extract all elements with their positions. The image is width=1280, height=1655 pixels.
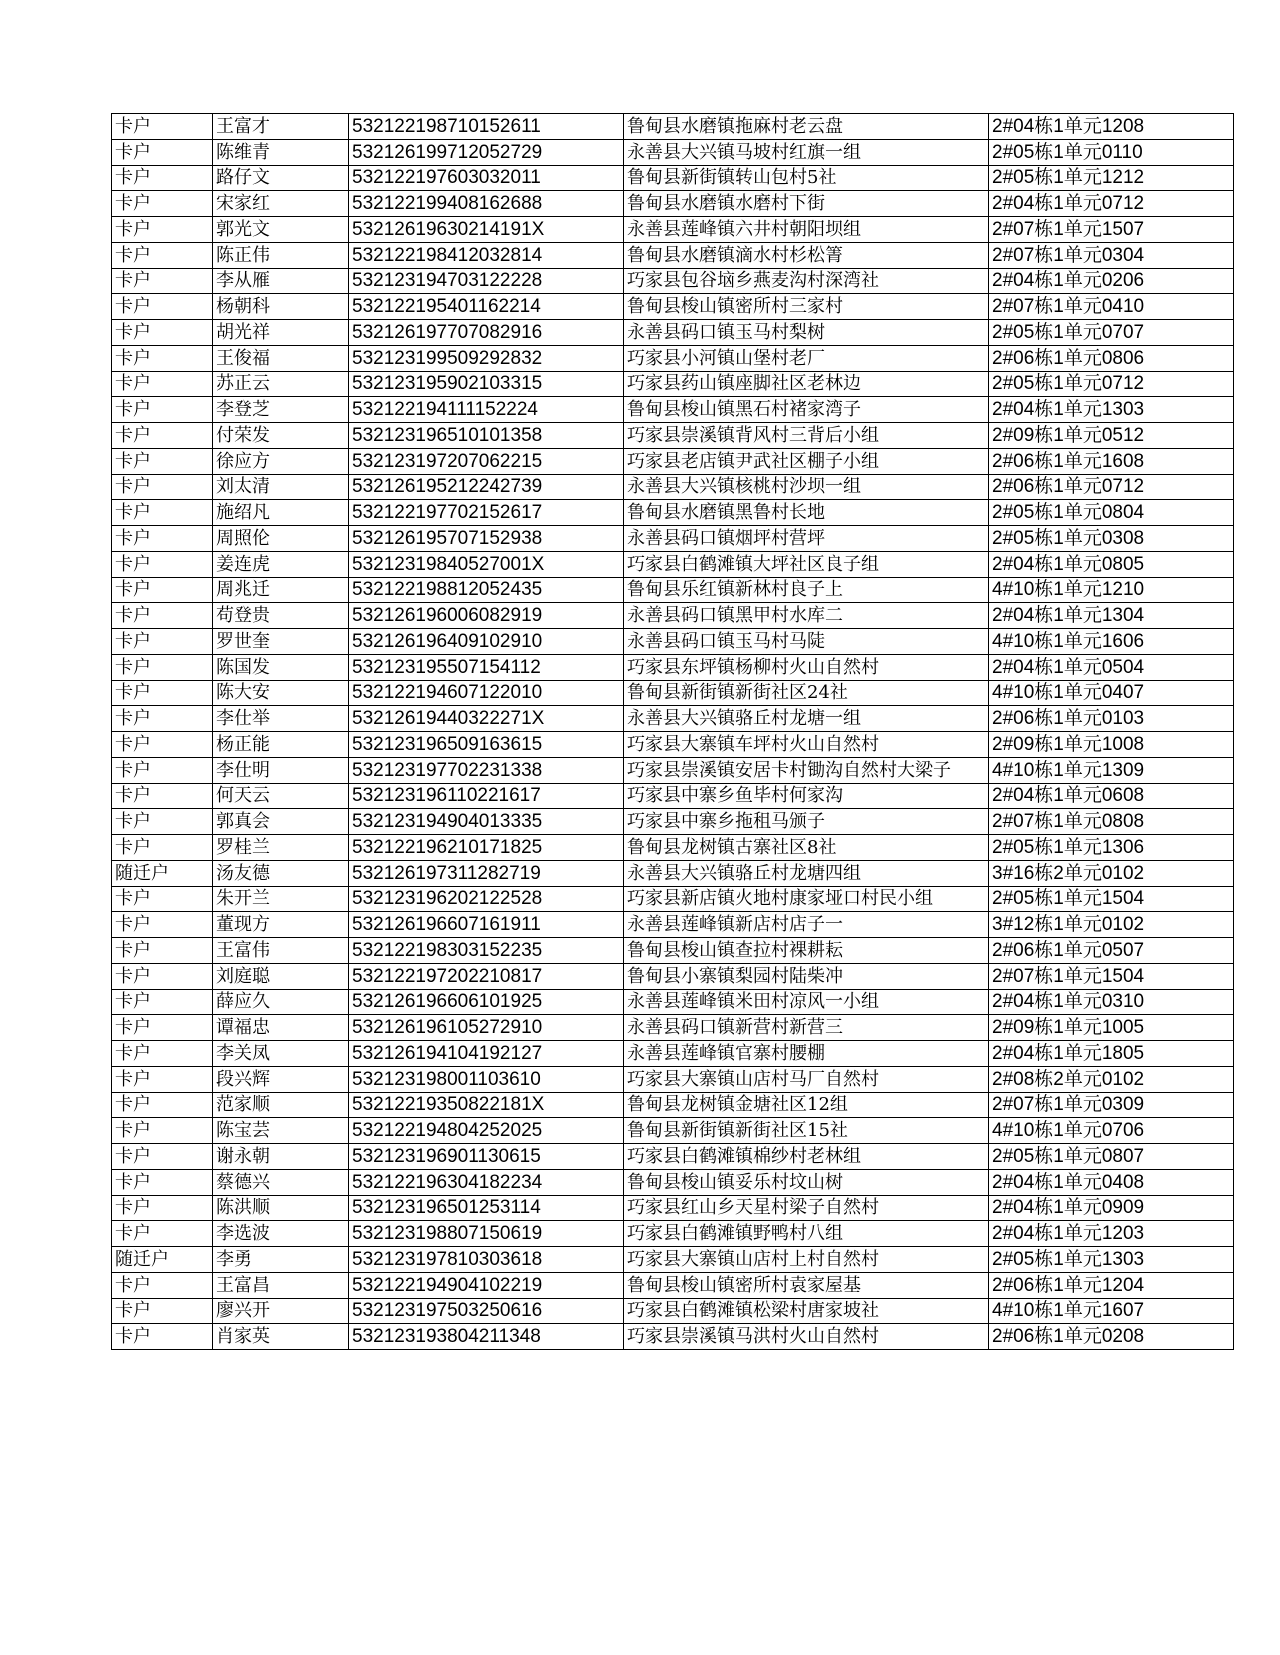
id-number-cell: 532126196006082919 [349,603,624,629]
table-row [112,1066,1234,1092]
id-number-cell: 532122196304182234 [349,1169,624,1195]
name-cell: 陈宝芸 [213,1118,349,1144]
room-cell: 2#04栋1单元0206 [989,268,1234,294]
table-row [112,629,1234,655]
origin-address-cell: 永善县码口镇黑甲村水库二 [624,603,989,629]
room-cell: 2#06栋1单元0712 [989,474,1234,500]
name-cell: 薛应久 [213,989,349,1015]
household-type-cell: 卡户 [112,603,213,629]
household-type-cell: 卡户 [112,1092,213,1118]
room-cell: 2#09栋1单元1005 [989,1015,1234,1041]
table-row [112,320,1234,346]
name-cell: 谢永朝 [213,1144,349,1170]
name-cell: 杨朝科 [213,294,349,320]
name-cell: 周兆迁 [213,577,349,603]
origin-address-cell: 巧家县白鹤滩镇松梁村唐家坡社 [624,1298,989,1324]
id-number-cell: 532123197810303618 [349,1247,624,1273]
origin-address-cell: 永善县大兴镇骆丘村龙塘四组 [624,860,989,886]
household-type-cell: 卡户 [112,500,213,526]
household-type-cell: 卡户 [112,706,213,732]
origin-address-cell: 鲁甸县梭山镇密所村袁家屋基 [624,1272,989,1298]
id-number-cell: 532122198812052435 [349,577,624,603]
room-cell: 2#07栋1单元0808 [989,809,1234,835]
name-cell: 李仕明 [213,757,349,783]
room-cell: 3#12栋1单元0102 [989,912,1234,938]
table-row [112,423,1234,449]
id-number-cell: 532122198710152611 [349,114,624,140]
room-cell: 2#05栋1单元1306 [989,835,1234,861]
origin-address-cell: 巧家县崇溪镇背风村三背后小组 [624,423,989,449]
origin-address-cell: 巧家县崇溪镇马洪村火山自然村 [624,1324,989,1350]
room-cell: 2#04栋1单元0608 [989,783,1234,809]
household-type-cell: 卡户 [112,114,213,140]
origin-address-cell: 永善县码口镇新营村新营三 [624,1015,989,1041]
origin-address-cell: 永善县莲峰镇米田村凉风一小组 [624,989,989,1015]
table-row [112,500,1234,526]
table-row [112,139,1234,165]
room-cell: 2#05栋1单元0110 [989,139,1234,165]
table-row [112,835,1234,861]
origin-address-cell: 永善县大兴镇马坡村红旗一组 [624,139,989,165]
id-number-cell: 532123196501253114 [349,1195,624,1221]
table-row [112,474,1234,500]
table-row [112,551,1234,577]
table-row [112,371,1234,397]
room-cell: 2#06栋1单元0103 [989,706,1234,732]
resident-table [111,113,1234,1350]
id-number-cell: 532126196606101925 [349,989,624,1015]
id-number-cell: 532123196202122528 [349,886,624,912]
origin-address-cell: 永善县码口镇玉马村梨树 [624,320,989,346]
household-type-cell: 卡户 [112,139,213,165]
id-number-cell: 532122198412032814 [349,242,624,268]
name-cell: 胡光祥 [213,320,349,346]
id-number-cell: 532123195902103315 [349,371,624,397]
household-type-cell: 卡户 [112,526,213,552]
id-number-cell: 532123197207062215 [349,448,624,474]
id-number-cell: 532123194904013335 [349,809,624,835]
room-cell: 2#05栋1单元0707 [989,320,1234,346]
table-row [112,603,1234,629]
table-row [112,1169,1234,1195]
table-row [112,448,1234,474]
origin-address-cell: 永善县莲峰镇新店村店子一 [624,912,989,938]
room-cell: 2#04栋1单元1208 [989,114,1234,140]
name-cell: 陈洪顺 [213,1195,349,1221]
room-cell: 2#04栋1单元0805 [989,551,1234,577]
household-type-cell: 卡户 [112,912,213,938]
name-cell: 李选波 [213,1221,349,1247]
household-type-cell: 卡户 [112,165,213,191]
origin-address-cell: 巧家县白鹤滩镇棉纱村老林组 [624,1144,989,1170]
id-number-cell: 532123197702231338 [349,757,624,783]
origin-address-cell: 永善县莲峰镇官寨村腰棚 [624,1041,989,1067]
origin-address-cell: 鲁甸县水磨镇黑鲁村长地 [624,500,989,526]
name-cell: 施绍凡 [213,500,349,526]
origin-address-cell: 巧家县东坪镇杨柳村火山自然村 [624,654,989,680]
household-type-cell: 卡户 [112,989,213,1015]
table-row [112,1144,1234,1170]
id-number-cell: 53212319840527001X [349,551,624,577]
origin-address-cell: 永善县大兴镇核桃村沙坝一组 [624,474,989,500]
room-cell: 2#05栋1单元0308 [989,526,1234,552]
household-type-cell: 卡户 [112,886,213,912]
name-cell: 李登芝 [213,397,349,423]
table-row [112,938,1234,964]
household-type-cell: 卡户 [112,191,213,217]
room-cell: 2#07栋1单元0309 [989,1092,1234,1118]
household-type-cell: 卡户 [112,1144,213,1170]
household-type-cell: 卡户 [112,654,213,680]
name-cell: 陈大安 [213,680,349,706]
household-type-cell: 卡户 [112,1118,213,1144]
room-cell: 2#04栋1单元1304 [989,603,1234,629]
name-cell: 蔡德兴 [213,1169,349,1195]
origin-address-cell: 鲁甸县乐红镇新林村良子上 [624,577,989,603]
name-cell: 徐应方 [213,448,349,474]
id-number-cell: 532126196105272910 [349,1015,624,1041]
household-type-cell: 卡户 [112,938,213,964]
household-type-cell: 卡户 [112,809,213,835]
room-cell: 2#06栋1单元0806 [989,345,1234,371]
table-row [112,680,1234,706]
id-number-cell: 532123193804211348 [349,1324,624,1350]
id-number-cell: 532123196510101358 [349,423,624,449]
name-cell: 杨正能 [213,732,349,758]
household-type-cell: 卡户 [112,577,213,603]
room-cell: 2#04栋1单元0712 [989,191,1234,217]
name-cell: 廖兴开 [213,1298,349,1324]
table-row [112,191,1234,217]
name-cell: 付荣发 [213,423,349,449]
room-cell: 2#04栋1单元0408 [989,1169,1234,1195]
household-type-cell: 卡户 [112,371,213,397]
table-row [112,963,1234,989]
room-cell: 2#07栋1单元1507 [989,217,1234,243]
table-row [112,1272,1234,1298]
origin-address-cell: 鲁甸县梭山镇查拉村裸耕耘 [624,938,989,964]
room-cell: 2#06栋1单元1204 [989,1272,1234,1298]
origin-address-cell: 巧家县红山乡天星村梁子自然村 [624,1195,989,1221]
name-cell: 宋家红 [213,191,349,217]
table-row [112,1092,1234,1118]
household-type-cell: 卡户 [112,732,213,758]
room-cell: 2#04栋1单元1805 [989,1041,1234,1067]
table-row [112,1221,1234,1247]
name-cell: 董现方 [213,912,349,938]
table-row [112,577,1234,603]
household-type-cell: 卡户 [112,423,213,449]
id-number-cell: 532126195707152938 [349,526,624,552]
household-type-cell: 卡户 [112,268,213,294]
room-cell: 2#07栋1单元0304 [989,242,1234,268]
id-number-cell: 532126197311282719 [349,860,624,886]
household-type-cell: 卡户 [112,294,213,320]
origin-address-cell: 鲁甸县龙树镇古寨社区8社 [624,835,989,861]
id-number-cell: 53212619630214191X [349,217,624,243]
room-cell: 4#10栋1单元1210 [989,577,1234,603]
room-cell: 4#10栋1单元0706 [989,1118,1234,1144]
room-cell: 2#05栋1单元1212 [989,165,1234,191]
table-row [112,1195,1234,1221]
table-row [112,886,1234,912]
id-number-cell: 532123198001103610 [349,1066,624,1092]
name-cell: 苏正云 [213,371,349,397]
household-type-cell: 卡户 [112,1169,213,1195]
origin-address-cell: 鲁甸县梭山镇密所村三家村 [624,294,989,320]
household-type-cell: 卡户 [112,397,213,423]
origin-address-cell: 巧家县大寨镇车坪村火山自然村 [624,732,989,758]
name-cell: 陈国发 [213,654,349,680]
id-number-cell: 532123197503250616 [349,1298,624,1324]
room-cell: 2#04栋1单元0504 [989,654,1234,680]
id-number-cell: 532122195401162214 [349,294,624,320]
id-number-cell: 532122197702152617 [349,500,624,526]
name-cell: 路仔文 [213,165,349,191]
name-cell: 李仕举 [213,706,349,732]
origin-address-cell: 巧家县药山镇座脚社区老林边 [624,371,989,397]
household-type-cell: 卡户 [112,551,213,577]
table-row [112,809,1234,835]
name-cell: 肖家英 [213,1324,349,1350]
origin-address-cell: 鲁甸县梭山镇黑石村褚家湾子 [624,397,989,423]
id-number-cell: 532126197707082916 [349,320,624,346]
table-body [112,114,1234,1350]
id-number-cell: 532122194607122010 [349,680,624,706]
household-type-cell: 卡户 [112,629,213,655]
name-cell: 王富昌 [213,1272,349,1298]
household-type-cell: 卡户 [112,1298,213,1324]
table-row [112,165,1234,191]
id-number-cell: 532126196607161911 [349,912,624,938]
origin-address-cell: 鲁甸县新街镇新街社区24社 [624,680,989,706]
room-cell: 2#07栋1单元0410 [989,294,1234,320]
table-row [112,242,1234,268]
id-number-cell: 532122197202210817 [349,963,624,989]
table-row [112,989,1234,1015]
id-number-cell: 532123196110221617 [349,783,624,809]
id-number-cell: 53212619440322271X [349,706,624,732]
table-row [112,294,1234,320]
household-type-cell: 卡户 [112,963,213,989]
table-row [112,706,1234,732]
table-row [112,526,1234,552]
room-cell: 2#04栋1单元0909 [989,1195,1234,1221]
room-cell: 2#05栋1单元0804 [989,500,1234,526]
table-row [112,217,1234,243]
id-number-cell: 532122194111152224 [349,397,624,423]
table-row [112,860,1234,886]
room-cell: 4#10栋1单元1309 [989,757,1234,783]
room-cell: 3#16栋2单元0102 [989,860,1234,886]
room-cell: 2#05栋1单元0807 [989,1144,1234,1170]
name-cell: 苟登贵 [213,603,349,629]
household-type-cell: 卡户 [112,835,213,861]
household-type-cell: 卡户 [112,217,213,243]
household-type-cell: 卡户 [112,1221,213,1247]
name-cell: 李从雁 [213,268,349,294]
table-row [112,268,1234,294]
origin-address-cell: 鲁甸县水磨镇水磨村下街 [624,191,989,217]
household-type-cell: 卡户 [112,448,213,474]
table-row [112,732,1234,758]
name-cell: 郭真会 [213,809,349,835]
origin-address-cell: 巧家县崇溪镇安居卡村锄沟自然村大梁子 [624,757,989,783]
household-type-cell: 卡户 [112,680,213,706]
table-row [112,757,1234,783]
room-cell: 2#07栋1单元1504 [989,963,1234,989]
room-cell: 2#04栋1单元0310 [989,989,1234,1015]
household-type-cell: 卡户 [112,783,213,809]
id-number-cell: 532122197603032011 [349,165,624,191]
room-cell: 4#10栋1单元1607 [989,1298,1234,1324]
origin-address-cell: 鲁甸县梭山镇妥乐村坟山树 [624,1169,989,1195]
origin-address-cell: 巧家县中寨乡拖租马颁子 [624,809,989,835]
origin-address-cell: 永善县码口镇烟坪村营坪 [624,526,989,552]
origin-address-cell: 鲁甸县小寨镇梨园村陆柴冲 [624,963,989,989]
origin-address-cell: 巧家县小河镇山堡村老厂 [624,345,989,371]
id-number-cell: 532126199712052729 [349,139,624,165]
table-row [112,654,1234,680]
table-row [112,114,1234,140]
household-type-cell: 卡户 [112,345,213,371]
household-type-cell: 卡户 [112,1272,213,1298]
id-number-cell: 532122194804252025 [349,1118,624,1144]
household-type-cell: 卡户 [112,1041,213,1067]
household-type-cell: 卡户 [112,474,213,500]
origin-address-cell: 巧家县包谷垴乡燕麦沟村深湾社 [624,268,989,294]
id-number-cell: 532123195507154112 [349,654,624,680]
origin-address-cell: 巧家县中寨乡鱼毕村何家沟 [624,783,989,809]
origin-address-cell: 鲁甸县新街镇新街社区15社 [624,1118,989,1144]
origin-address-cell: 鲁甸县水磨镇拖麻村老云盘 [624,114,989,140]
origin-address-cell: 巧家县老店镇尹武社区棚子小组 [624,448,989,474]
name-cell: 汤友德 [213,860,349,886]
household-type-cell: 卡户 [112,1324,213,1350]
origin-address-cell: 永善县码口镇玉马村马陡 [624,629,989,655]
room-cell: 2#06栋1单元0507 [989,938,1234,964]
id-number-cell: 532123198807150619 [349,1221,624,1247]
origin-address-cell: 巧家县白鹤滩镇野鸭村八组 [624,1221,989,1247]
name-cell: 李勇 [213,1247,349,1273]
household-type-cell: 卡户 [112,1015,213,1041]
room-cell: 2#05栋1单元1504 [989,886,1234,912]
id-number-cell: 532123196509163615 [349,732,624,758]
household-type-cell: 卡户 [112,242,213,268]
id-number-cell: 532126195212242739 [349,474,624,500]
name-cell: 王富才 [213,114,349,140]
room-cell: 4#10栋1单元1606 [989,629,1234,655]
id-number-cell: 532123199509292832 [349,345,624,371]
table-row [112,912,1234,938]
name-cell: 罗桂兰 [213,835,349,861]
name-cell: 郭光文 [213,217,349,243]
origin-address-cell: 巧家县大寨镇山店村马厂自然村 [624,1066,989,1092]
id-number-cell: 532126194104192127 [349,1041,624,1067]
name-cell: 谭福忠 [213,1015,349,1041]
table-row [112,397,1234,423]
origin-address-cell: 鲁甸县龙树镇金塘社区12组 [624,1092,989,1118]
id-number-cell: 532122198303152235 [349,938,624,964]
origin-address-cell: 巧家县大寨镇山店村上村自然村 [624,1247,989,1273]
name-cell: 朱开兰 [213,886,349,912]
room-cell: 2#06栋1单元1608 [989,448,1234,474]
name-cell: 陈维青 [213,139,349,165]
id-number-cell: 532126196409102910 [349,629,624,655]
id-number-cell: 532122194904102219 [349,1272,624,1298]
household-type-cell: 卡户 [112,757,213,783]
name-cell: 周照伦 [213,526,349,552]
room-cell: 2#09栋1单元1008 [989,732,1234,758]
name-cell: 范家顺 [213,1092,349,1118]
name-cell: 何天云 [213,783,349,809]
room-cell: 2#08栋2单元0102 [989,1066,1234,1092]
household-type-cell: 随迁户 [112,860,213,886]
household-type-cell: 随迁户 [112,1247,213,1273]
id-number-cell: 532123196901130615 [349,1144,624,1170]
room-cell: 2#05栋1单元1303 [989,1247,1234,1273]
room-cell: 2#06栋1单元0208 [989,1324,1234,1350]
room-cell: 2#09栋1单元0512 [989,423,1234,449]
table-row [112,1118,1234,1144]
table-row [112,1041,1234,1067]
name-cell: 李关凤 [213,1041,349,1067]
table-row [112,1015,1234,1041]
name-cell: 王富伟 [213,938,349,964]
id-number-cell: 532122199408162688 [349,191,624,217]
origin-address-cell: 鲁甸县新街镇转山包村5社 [624,165,989,191]
table-row [112,1247,1234,1273]
id-number-cell: 53212219350822181X [349,1092,624,1118]
name-cell: 姜连虎 [213,551,349,577]
table-row [112,345,1234,371]
name-cell: 刘庭聪 [213,963,349,989]
household-type-cell: 卡户 [112,1066,213,1092]
name-cell: 段兴辉 [213,1066,349,1092]
origin-address-cell: 巧家县新店镇火地村康家垭口村民小组 [624,886,989,912]
id-number-cell: 532122196210171825 [349,835,624,861]
origin-address-cell: 永善县大兴镇骆丘村龙塘一组 [624,706,989,732]
room-cell: 2#05栋1单元0712 [989,371,1234,397]
name-cell: 王俊福 [213,345,349,371]
id-number-cell: 532123194703122228 [349,268,624,294]
table-row [112,1324,1234,1350]
room-cell: 4#10栋1单元0407 [989,680,1234,706]
table-row [112,1298,1234,1324]
name-cell: 罗世奎 [213,629,349,655]
origin-address-cell: 巧家县白鹤滩镇大坪社区良子组 [624,551,989,577]
table-row [112,783,1234,809]
household-type-cell: 卡户 [112,1195,213,1221]
name-cell: 刘太清 [213,474,349,500]
name-cell: 陈正伟 [213,242,349,268]
room-cell: 2#04栋1单元1203 [989,1221,1234,1247]
origin-address-cell: 鲁甸县水磨镇滴水村杉松箐 [624,242,989,268]
room-cell: 2#04栋1单元1303 [989,397,1234,423]
household-type-cell: 卡户 [112,320,213,346]
origin-address-cell: 永善县莲峰镇六井村朝阳坝组 [624,217,989,243]
